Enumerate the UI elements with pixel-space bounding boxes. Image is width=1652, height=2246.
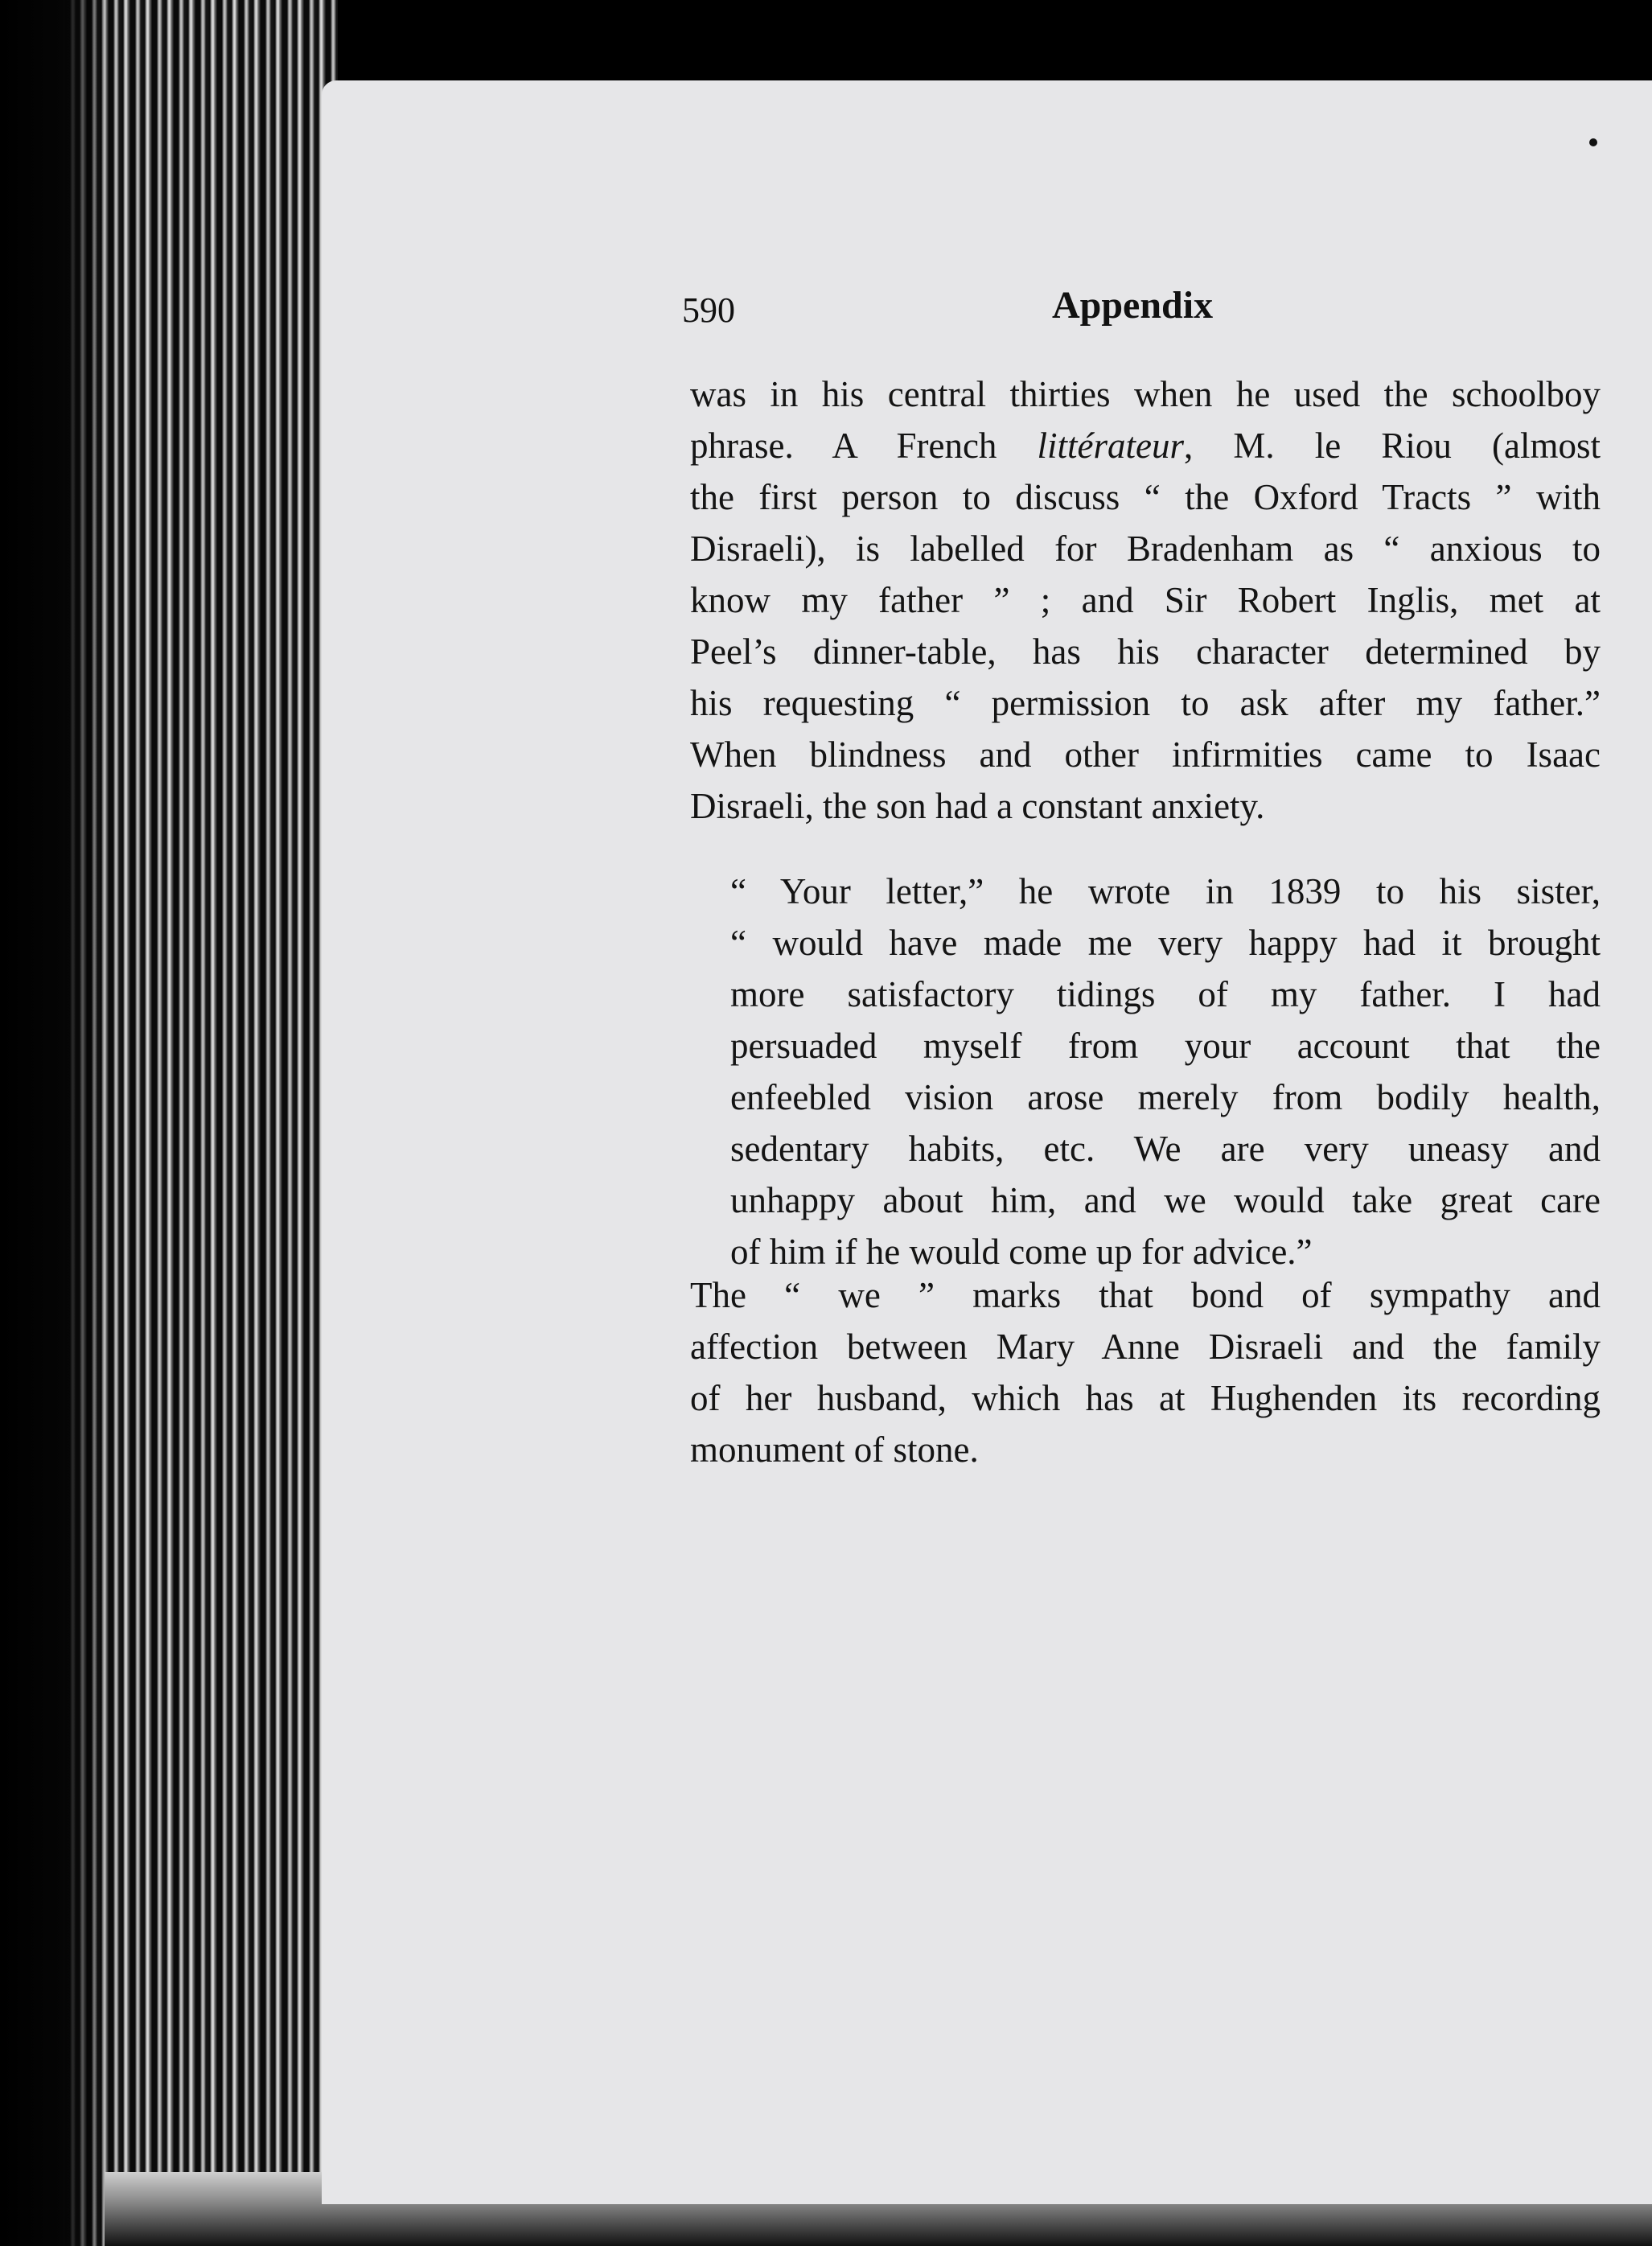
- running-head: [0, 284, 1652, 338]
- quote-line: sedentary habits, etc. We are very uneasy and: [730, 1129, 1601, 1169]
- quote-line: enfeebled vision arose merely from bodily health,: [730, 1077, 1601, 1117]
- quote-line: persuaded myself from your account that the: [730, 1026, 1601, 1066]
- paragraph-line: monument of stone.: [690, 1429, 979, 1470]
- italic-term: littérateur: [1037, 426, 1185, 466]
- paragraph-line: Peel’s dinner-table, has his character determined by: [690, 631, 1601, 672]
- paragraph-line: was in his central thirties when he used the schoolboy: [690, 374, 1601, 414]
- quote-line: of him if he would come up for advice.”: [730, 1232, 1313, 1272]
- paragraph-line: the first person to discuss “ the Oxford Tracts ” with: [690, 477, 1601, 517]
- paragraph-1: [690, 368, 1601, 832]
- paragraph-line: Disraeli), is labelled for Bradenham as “ anxious to: [690, 529, 1601, 569]
- paragraph-line: When blindness and other infirmities came to Isaac: [690, 734, 1601, 775]
- paragraph-line: Disraeli, the son had a constant anxiety.: [690, 786, 1265, 826]
- paragraph-line: of her husband, which has at Hughenden its recording: [690, 1378, 1601, 1418]
- paragraph-line: know my father ” ; and Sir Robert Inglis, met at: [690, 580, 1601, 620]
- ink-speck: [1589, 138, 1597, 146]
- paragraph-line: his requesting “ permission to ask after my father.”: [690, 683, 1601, 723]
- quote-line: more satisfactory tidings of my father. I had: [730, 974, 1601, 1014]
- paragraph-line: affection between Mary Anne Disraeli and the family: [690, 1327, 1601, 1367]
- paragraph-line: The “ we ” marks that bond of sympathy and: [690, 1275, 1601, 1315]
- quote-line: “ would have made me very happy had it brought: [730, 923, 1601, 963]
- quote-line: “ Your letter,” he wrote in 1839 to his sister,: [730, 871, 1601, 911]
- page-number: 590: [682, 290, 735, 330]
- quote-line: unhappy about him, and we would take great care: [730, 1180, 1601, 1220]
- paragraph-line: phrase. A French littérateur, M. le Riou (almost: [690, 426, 1601, 466]
- paragraph-2: [690, 1269, 1601, 1475]
- running-head-title: Appendix: [1052, 284, 1214, 327]
- block-quote: [730, 866, 1601, 1277]
